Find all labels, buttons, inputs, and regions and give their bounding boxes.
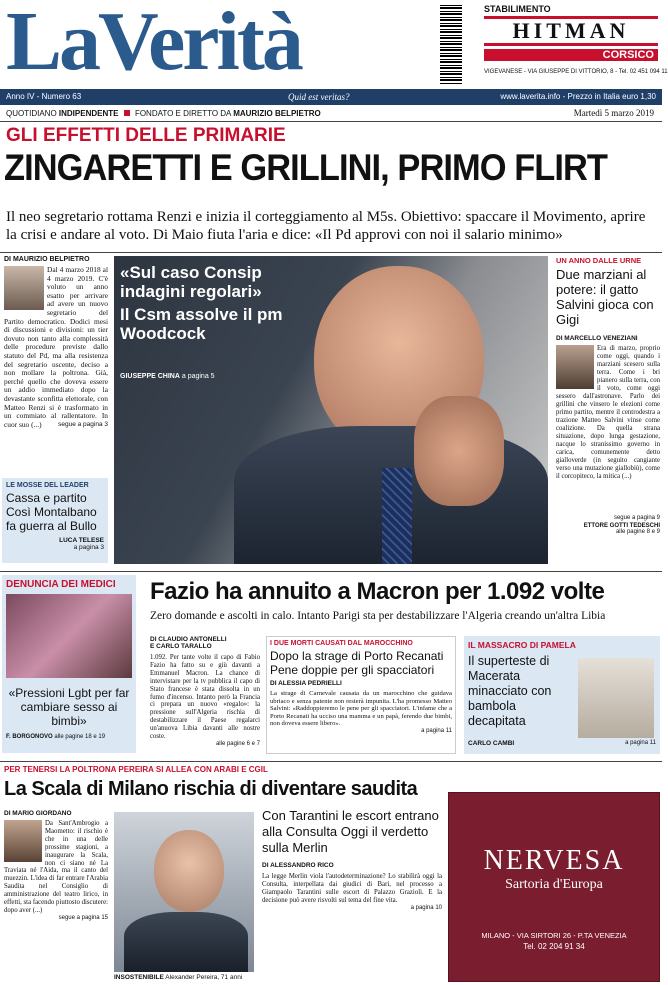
marziani-text: Era di marzo, proprio come oggi, quando i marziani scesero sulla terra. Come i bri pianero sulla terra, con il voto, come oggi sessero dall'astronave. Parlo dei grillini che vinsero le elezioni come primo partito, mentre il centrodestra a trazione Matteo Salvini vinse come coalizione. Da quella strana situazione, dopo lunga gestazione, nacque lo stranissimo governo in carica, comunemente detto gialloverde (in seguito cangiante verso una mutazione giallobiù), come il corcopiteco, la mitica (...) — [556, 345, 660, 480]
consip-subhead: Il Csm assolve il pm Woodcock — [120, 305, 283, 343]
fazio-author2: E CARLO TARALLO — [150, 643, 212, 650]
lead-kicker: GLI EFFETTI DELLE PRIMARIE — [6, 125, 286, 146]
giordano-photo — [4, 820, 42, 862]
tagline-left: QUOTIDIANO — [6, 109, 57, 118]
pereira-caption-text: Alexander Pereira, 71 anni — [165, 974, 243, 981]
masthead-bar — [0, 89, 662, 105]
pamela-kicker: IL MASSACRO DI PAMELA — [468, 640, 576, 650]
pereira-photo[interactable] — [114, 812, 254, 972]
medici-byline — [6, 734, 132, 740]
pereira-head — [154, 830, 224, 912]
marziani-kicker: UN ANNO DALLE URNE — [556, 256, 642, 265]
nervesa-ad[interactable] — [448, 792, 660, 982]
tagline — [6, 109, 321, 118]
medici-kicker: DENUNCIA DEI MEDICI — [6, 579, 116, 590]
pamela-title: Il superteste di Macerata minacciato con bambola decapitata — [468, 654, 552, 728]
merlin[interactable] — [262, 808, 442, 980]
nervesa-sub: Sartoria d'Europa — [505, 877, 603, 892]
medici-photo — [6, 594, 132, 678]
pereira-caption — [114, 974, 242, 981]
masthead-title: LaVerità — [6, 0, 301, 88]
nervesa-phone: Tel. 02 204 91 34 — [523, 942, 585, 951]
fazio-article[interactable] — [150, 636, 260, 754]
hitman-ad[interactable] — [484, 4, 668, 82]
date: Martedì 5 marzo 2019 — [573, 108, 654, 118]
belpietro-photo — [4, 266, 44, 310]
site-price: www.laverita.info - Prezzo in Italia euro 1,30 — [500, 92, 656, 101]
consip-byline — [120, 373, 215, 380]
fazio-subhead: Zero domande e ascolti in calo. Intanto Parigi sta per destabilizzare l'Algeria creando un'altra Libia — [150, 610, 606, 622]
tagline-director: MAURIZIO BELPIETRO — [233, 109, 321, 118]
marziani-author: DI MARCELLO VENEZIANI — [556, 335, 638, 342]
barcode — [440, 4, 462, 84]
issue-number: Anno IV - Numero 63 — [6, 92, 82, 101]
editorial-author: DI MAURIZIO BELPIETRO — [4, 256, 90, 263]
scala-author: DI MARIO GIORDANO — [4, 810, 72, 817]
lead-headline[interactable]: ZINGARETTI E GRILLINI, PRIMO FLIRT — [4, 147, 608, 188]
nervesa-address: MILANO - VIA SIRTORI 26 - P.TA VENEZIA — [481, 931, 627, 940]
portrait-tie — [382, 468, 412, 564]
merlin-jump: a pagina 10 — [410, 904, 442, 911]
tagline-indep: INDIPENDENTE — [58, 109, 119, 118]
merlin-title: Con Tarantini le escort entrano alla Consulta Oggi il verdetto sulla Merlin — [262, 808, 439, 855]
marziani-author2: ETTORE GOTTI TEDESCHI — [583, 523, 660, 529]
scala-kicker: PER TENERSI LA POLTRONA PEREIRA SI ALLEA CON ARABI E CGIL — [4, 765, 268, 774]
marocchino[interactable] — [266, 636, 456, 754]
pamela[interactable] — [464, 636, 660, 754]
hitman-stabilimento: STABILIMENTO — [484, 4, 551, 14]
doll-photo — [578, 658, 654, 738]
tagline-founded: FONDATO E DIRETTO DA — [134, 109, 231, 118]
fazio-author1: DI CLAUDIO ANTONELLI — [150, 636, 227, 643]
merlin-text: La legge Merlin viola l'autodeterminazione? Lo stabilirà oggi la Consulta, interpellata dai giudici di Bari, nel processo a Giampaolo Tarantini sulle escort di Palazzo Grazioli. E la decisione può avere risvolti sul tema del fine vita. — [262, 873, 442, 904]
hitman-address: VIGEVANESE - VIA GIUSEPPE DI VITTORIO, 8 - Tel. 02 451 094 11 — [484, 69, 668, 75]
fazio-jump: alle pagine 6 e 7 — [215, 740, 260, 747]
marziani-jump2: alle pagine 8 e 9 — [615, 529, 660, 535]
medici-quote: «Pressioni Lgbt per far cambiare sesso ai bimbi» — [8, 686, 130, 728]
marocchino-text: La strage di Carnevale causata da un marocchino che guidava ubriaco e senza patente non resterà impunita. L'ha promesso Matteo Salvini: «Raddoppieremo le pene per gli spacciatori. L'infame che a Porto Recanati ha ucciso una mamma e un papà, ferendo due bimbi, non doveva essere libero». — [270, 690, 452, 728]
merlin-author: DI ALESSANDRO RICO — [262, 862, 334, 869]
scala-article[interactable] — [4, 810, 108, 982]
consip-jump: a pagina 5 — [181, 373, 215, 380]
masthead-logo — [6, 0, 356, 88]
medici-author: F. BORGONOVO — [6, 734, 53, 740]
editorial-jump: segue a pagina 3 — [58, 421, 108, 428]
pereira-caption-bold: INSOSTENIBILE — [114, 974, 164, 981]
marocchino-jump: a pagina 11 — [421, 727, 452, 734]
scala-text: Da Sant'Ambrogio a Maometto: il rischio è che in una delle prossime stagioni, a inaugurare la Scala, non ci siano né La Traviata né l'Aida, ma il canto del muezzin. L'idea di far entrare l'Arabia Saudita nel Consiglio di amministrazione del teatro lirico, in effetti, sta facendo piuttosto discutere: dopo aver (...) — [4, 820, 108, 914]
leader-box[interactable] — [2, 478, 108, 563]
motto: Quid est veritas? — [288, 92, 350, 102]
scala-headline[interactable]: La Scala di Milano rischia di diventare saudita — [4, 778, 418, 800]
leader-title: Cassa e partito Così Montalbano fa guerra al Bullo — [6, 491, 97, 533]
pereira-body — [124, 912, 248, 972]
marziani-title: Due marziani al potere: il gatto Salvini gioca con Gigi — [556, 267, 654, 327]
editorial[interactable] — [4, 256, 108, 470]
hitman-brand: HITMAN — [484, 16, 658, 46]
marziani-jump1: segue a pagina 9 — [613, 515, 660, 521]
consip-author: GIUSEPPE CHINA — [120, 373, 180, 380]
marocchino-title: Dopo la strage di Porto Recanati Pene doppie per gli spacciatori — [270, 649, 444, 677]
marocchino-author: DI ALESSIA PEDRIELLI — [270, 680, 342, 687]
fazio-text: 1.092. Per tante volte il capo di Fabio Fazio ha fatto su e giù davanti a Emmanuel Macron. La chance di intervistare per la tv pubblica il capo di Stato francese è stata dissolta in un fumo d'incenso. Intanto però la Francia ci prepara un nuovo «regalo»: la pressione sull'Algeria rischia di destabilizzare il Paese regalarci un'anuova Libia davanti alle nostre coste. — [150, 654, 260, 741]
portrait-hand — [414, 396, 504, 506]
leader-kicker: LE MOSSE DEL LEADER — [6, 482, 89, 489]
editorial-text: Dal 4 marzo 2018 al 4 marzo 2019. C'è voluto un anno esatto per arrivare ad avere un nuovo segretario del Partito democratico. Dodici mesi di discussioni e divisioni: un tier dovuto non tanto alla complessità delle procedure previste dallo statuto del Pd, ma alla resistenza del segretario uscente, deciso a non mollare la poltrona. Già, perché quello che doveva essere un addio immediato dopo la devastante sconfitta elettorale, con Matteo Renzi si è trasformato in un commiato al rallentatore. In cuor suo (...) — [4, 265, 108, 429]
marziani[interactable] — [556, 256, 660, 566]
woodcock-photo[interactable] — [114, 256, 548, 564]
marocchino-kicker: I DUE MORTI CAUSATI DAL MAROCCHINO — [270, 640, 413, 647]
pamela-jump: a pagina 11 — [625, 740, 656, 746]
consip-headline[interactable]: «Sul caso Consip indagini regolari» — [120, 263, 262, 301]
hitman-city: CORSICO — [484, 49, 658, 61]
leader-jump: a pagina 3 — [73, 544, 104, 551]
medici-jump: alle pagine 18 e 19 — [54, 734, 106, 740]
leader-author: LUCA TELESE — [59, 537, 104, 544]
nervesa-brand: NERVESA — [483, 845, 625, 876]
pamela-author: CARLO CAMBI — [468, 740, 515, 747]
veneziani-photo — [556, 345, 594, 389]
scala-jump: segue a pagina 15 — [58, 914, 108, 921]
medici[interactable] — [2, 575, 136, 753]
fazio-headline[interactable]: Fazio ha annuito a Macron per 1.092 volte — [150, 578, 605, 605]
lead-subhead: Il neo segretario rottama Renzi e inizia il corteggiamento al M5s. Obiettivo: spaccare il Movimento, aprire la crisi e andare al voto. Di Maio fiuta l'aria e dice: «Il Pd approvi con noi il salario minimo» — [6, 209, 646, 243]
